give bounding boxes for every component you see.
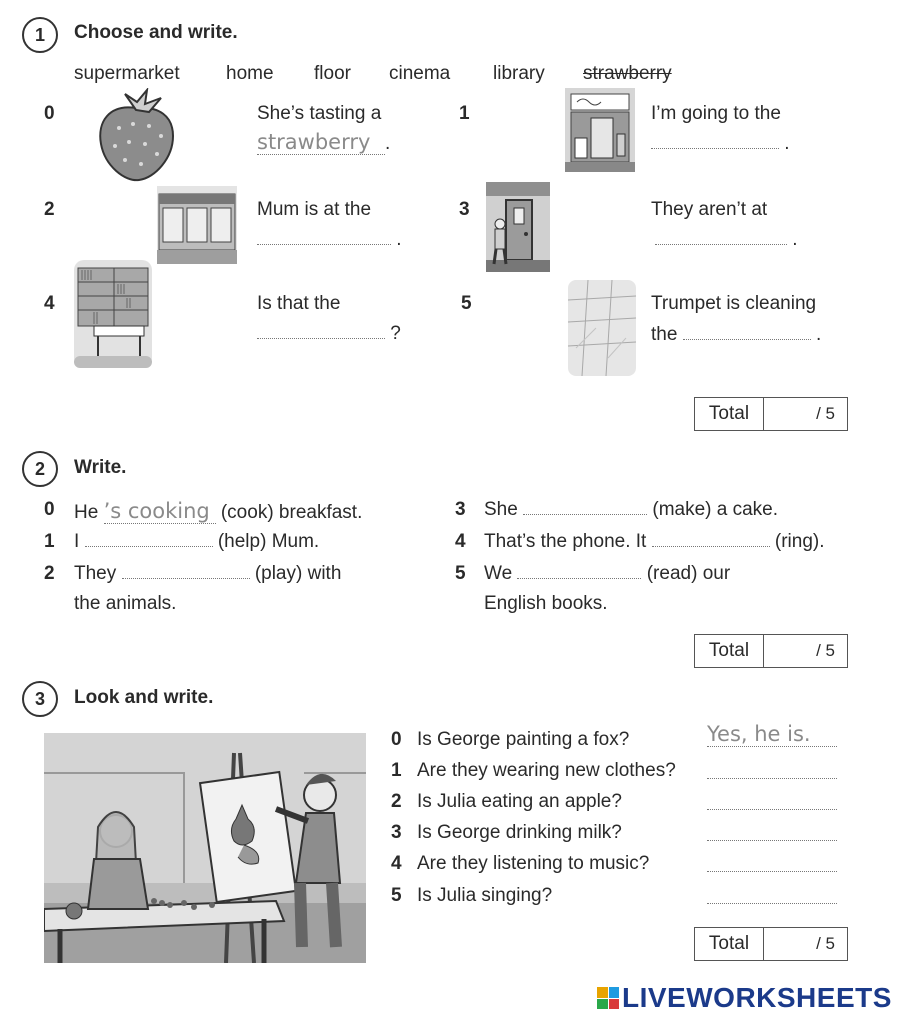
item-number: 1 xyxy=(391,760,402,781)
word-strawberry: strawberry xyxy=(583,63,672,84)
item-5-answer-line[interactable] xyxy=(651,324,821,346)
total-score[interactable]: / 5 xyxy=(816,641,835,660)
write-item-0-answer: ’s cooking xyxy=(104,499,216,524)
item-text: I xyxy=(74,531,80,552)
section-3-title: Look and write. xyxy=(74,687,214,708)
item-number: 4 xyxy=(44,293,55,314)
item-text: (cook) breakfast. xyxy=(220,502,363,523)
item-3-end: . xyxy=(792,229,798,250)
write-item-0[interactable] xyxy=(74,499,362,524)
item-number: 5 xyxy=(391,885,402,906)
total-score[interactable]: / 5 xyxy=(816,404,835,423)
item-number: 0 xyxy=(44,103,55,124)
item-4-text: Is that the xyxy=(257,293,341,314)
item-2-end: . xyxy=(396,229,402,250)
strawberry-picture xyxy=(95,88,177,184)
item-text: She xyxy=(484,499,518,520)
painting-scene-picture xyxy=(44,733,366,963)
item-1-text: I’m going to the xyxy=(651,103,781,124)
brand-name: LIVEWORKSHEETS xyxy=(622,982,892,1013)
item-text: That’s the phone. It xyxy=(484,531,647,552)
item-number: 4 xyxy=(455,531,466,552)
item-text: He xyxy=(74,502,99,523)
question-0-answer[interactable]: Yes, he is. xyxy=(707,722,837,747)
item-text: (read) our xyxy=(646,563,731,584)
question-2-answer[interactable] xyxy=(707,795,837,810)
item-4-answer-line[interactable] xyxy=(257,323,401,345)
item-number: 2 xyxy=(44,199,55,220)
item-text: (make) a cake. xyxy=(652,499,779,520)
floor-picture xyxy=(566,278,638,378)
word-cinema: cinema xyxy=(389,63,451,84)
live-badge-icon xyxy=(597,987,619,1009)
word-library: library xyxy=(493,63,545,84)
item-number: 2 xyxy=(391,791,402,812)
item-text: (ring). xyxy=(774,531,825,552)
question-3-answer[interactable] xyxy=(707,826,837,841)
item-0-answer-line[interactable] xyxy=(257,130,390,155)
question-0: Is George painting a fox? xyxy=(417,729,630,750)
word-floor: floor xyxy=(314,63,351,84)
item-2-answer-line[interactable] xyxy=(257,229,402,251)
question-4: Are they listening to music? xyxy=(417,853,650,874)
write-item-4[interactable] xyxy=(484,531,825,553)
section-1-number: 1 xyxy=(22,17,58,53)
section-2-total xyxy=(694,634,848,668)
word-home: home xyxy=(226,63,274,84)
item-number: 2 xyxy=(44,563,55,584)
section-1-title: Choose and write. xyxy=(74,22,238,43)
item-number: 3 xyxy=(459,199,470,220)
item-0-answer: strawberry xyxy=(257,130,385,155)
item-number: 0 xyxy=(44,499,55,520)
item-number: 4 xyxy=(391,853,402,874)
item-0-text: She’s tasting a xyxy=(257,103,382,124)
cinema-picture xyxy=(565,88,635,172)
item-4-end: ? xyxy=(390,323,401,344)
item-1-answer-line[interactable] xyxy=(651,133,790,155)
item-number: 0 xyxy=(391,729,402,750)
item-number: 5 xyxy=(455,563,466,584)
item-1-end: . xyxy=(784,133,790,154)
liveworksheets-logo xyxy=(597,982,892,1014)
section-2-number: 2 xyxy=(22,451,58,487)
home-picture xyxy=(486,182,550,272)
question-2: Is Julia eating an apple? xyxy=(417,791,622,812)
total-label: Total xyxy=(695,398,764,430)
supermarket-picture xyxy=(157,186,237,264)
item-2-text: Mum is at the xyxy=(257,199,372,220)
question-3: Is George drinking milk? xyxy=(417,822,622,843)
section-2-title: Write. xyxy=(74,457,127,478)
write-item-5[interactable] xyxy=(484,563,730,585)
section-1-total xyxy=(694,397,848,431)
item-text: We xyxy=(484,563,513,584)
total-label: Total xyxy=(695,928,764,960)
write-item-3[interactable] xyxy=(484,499,778,521)
section-3-number: 3 xyxy=(22,681,58,717)
item-text: (play) with xyxy=(254,563,342,584)
item-5-text-2: the xyxy=(651,324,678,345)
write-item-5-line2: English books. xyxy=(484,593,608,614)
item-text: (help) Mum. xyxy=(217,531,320,552)
question-4-answer[interactable] xyxy=(707,857,837,872)
word-supermarket: supermarket xyxy=(74,63,180,84)
write-item-2-line2: the animals. xyxy=(74,593,177,614)
question-5: Is Julia singing? xyxy=(417,885,553,906)
write-item-1[interactable] xyxy=(74,531,319,553)
section-3-total xyxy=(694,927,848,961)
item-5-text: Trumpet is cleaning xyxy=(651,293,817,314)
total-score[interactable]: / 5 xyxy=(816,934,835,953)
item-number: 1 xyxy=(44,531,55,552)
item-0-end: . xyxy=(385,133,391,154)
item-text: They xyxy=(74,563,117,584)
item-3-answer-line[interactable] xyxy=(655,229,798,251)
item-number: 5 xyxy=(461,293,472,314)
item-number: 1 xyxy=(459,103,470,124)
total-label: Total xyxy=(695,635,764,667)
question-1: Are they wearing new clothes? xyxy=(417,760,676,781)
item-number: 3 xyxy=(455,499,466,520)
item-number: 3 xyxy=(391,822,402,843)
question-1-answer[interactable] xyxy=(707,764,837,779)
library-picture xyxy=(74,260,152,368)
item-3-text: They aren’t at xyxy=(651,199,768,220)
question-5-answer[interactable] xyxy=(707,889,837,904)
write-item-2[interactable] xyxy=(74,563,341,585)
item-5-end: . xyxy=(815,324,822,345)
